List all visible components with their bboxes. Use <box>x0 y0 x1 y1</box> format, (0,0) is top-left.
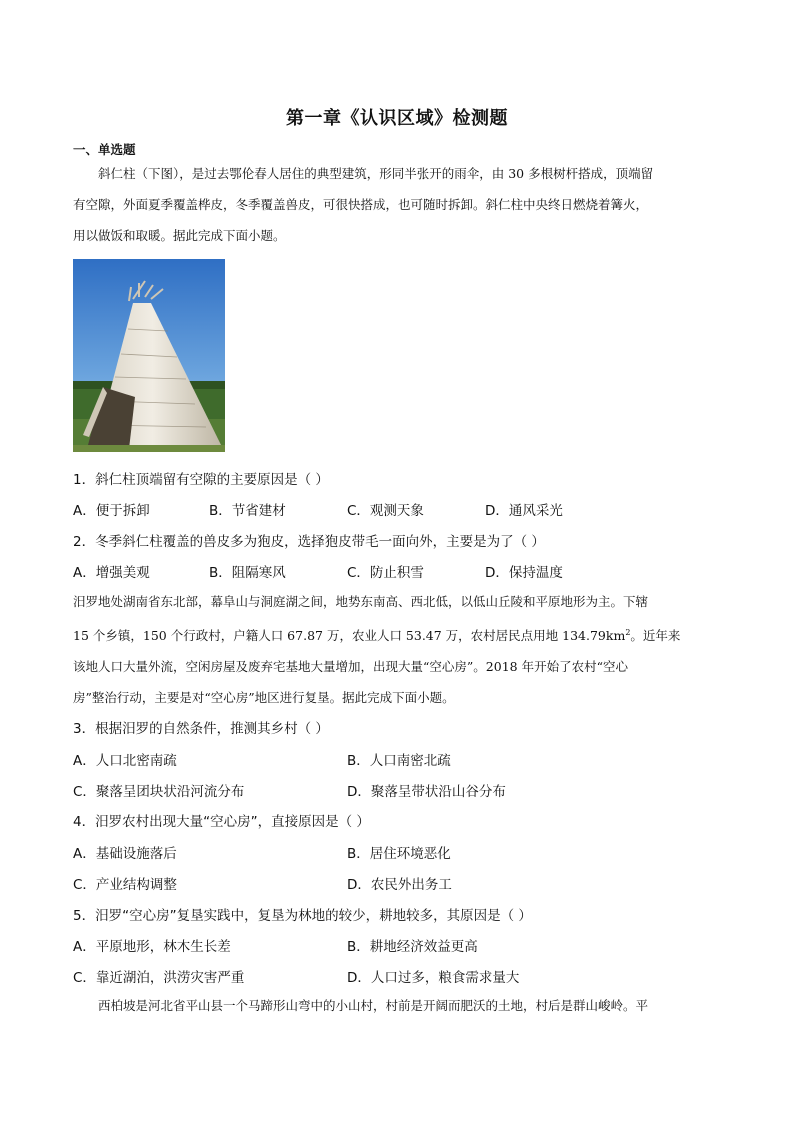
passage-3-line: 西柏坡是河北省平山县一个马蹄形山弯中的小山村，村前是开阔而肥沃的土地，村后是群山峻岭。平 <box>98 998 649 1013</box>
passage-2-text: 。近年来 <box>630 628 681 644</box>
question-1-option-a[interactable]: A．便于拆卸 <box>73 503 150 519</box>
passage-2-line: 该地人口大量外流，空闲房屋及废弃宅基地大量增加，出现大量“空心房”。2018 年开始了农村“空心 <box>73 659 628 675</box>
xierenzhu-photo <box>73 259 225 452</box>
xierenzhu-illustration <box>73 259 225 452</box>
question-5-option-d[interactable]: D．人口过多，粮食需求量大 <box>347 970 520 986</box>
passage-2-line <box>73 617 721 651</box>
question-4-option-d[interactable]: D．农民外出务工 <box>347 877 452 893</box>
question-3-option-b[interactable]: B．人口南密北疏 <box>347 753 451 769</box>
passage-1-line: 有空隙，外面夏季覆盖桦皮，冬季覆盖兽皮，可很快搭成，也可随时拆卸。斜仁柱中央终日燃烧着篝火， <box>73 197 649 212</box>
question-3-stem: 3．根据汨罗的自然条件，推测其乡村（ ） <box>73 721 329 737</box>
passage-1-line: 用以做饭和取暖。据此完成下面小题。 <box>73 228 286 243</box>
question-4-option-a[interactable]: A．基础设施落后 <box>73 846 177 862</box>
passage-1 <box>73 158 721 251</box>
question-2-option-c[interactable]: C．防止积雪 <box>347 565 424 581</box>
question-3-option-d[interactable]: D．聚落呈带状沿山谷分布 <box>347 784 506 800</box>
question-1-stem: 1．斜仁柱顶端留有空隙的主要原因是（ ） <box>73 472 329 488</box>
question-2-option-d[interactable]: D．保持温度 <box>485 565 563 581</box>
question-5-stem: 5．汨罗“空心房”复垦实践中，复垦为林地的较少，耕地较多，其原因是（ ） <box>73 908 532 924</box>
page-title: 第一章《认识区域》检测题 <box>286 108 508 129</box>
question-1-option-b[interactable]: B．节省建材 <box>209 503 286 519</box>
superscript: 2 <box>625 628 631 637</box>
question-3-option-c[interactable]: C．聚落呈团块状沿河流分布 <box>73 784 245 800</box>
passage-2-line: 汨罗地处湖南省东北部，幕阜山与洞庭湖之间，地势东南高、西北低，以低山丘陵和平原地形为主。下辖 <box>73 594 649 609</box>
question-4-stem: 4．汨罗农村出现大量“空心房”，直接原因是（ ） <box>73 814 370 830</box>
question-2-option-a[interactable]: A．增强美观 <box>73 565 150 581</box>
question-2-option-b[interactable]: B．阻隔寒风 <box>209 565 286 581</box>
question-4-option-b[interactable]: B．居住环境恶化 <box>347 846 451 862</box>
question-1-option-d[interactable]: D．通风采光 <box>485 503 563 519</box>
question-2-stem: 2．冬季斜仁柱覆盖的兽皮多为狍皮，选择狍皮带毛一面向外，主要是为了（ ） <box>73 534 545 550</box>
question-5-option-b[interactable]: B．耕地经济效益更高 <box>347 939 478 955</box>
passage-1-line: 斜仁柱（下图），是过去鄂伦春人居住的典型建筑，形同半张开的雨伞，由 30 多根树杆搭成，顶端留 <box>98 166 654 181</box>
question-1-option-c[interactable]: C．观测天象 <box>347 503 424 519</box>
question-5-option-c[interactable]: C．靠近湖泊，洪涝灾害严重 <box>73 970 245 986</box>
passage-2 <box>73 586 721 713</box>
passage-2-line: 房”整治行动，主要是对“空心房”地区进行复垦。据此完成下面小题。 <box>73 690 455 706</box>
question-5-option-a[interactable]: A．平原地形，林木生长差 <box>73 939 231 955</box>
question-3-option-a[interactable]: A．人口北密南疏 <box>73 753 177 769</box>
section-heading: 一、单选题 <box>73 142 136 157</box>
passage-2-text: 15 个乡镇，150 个行政村，户籍人口 67.87 万，农业人口 53.47 万，农村居民点用地 134.79km <box>73 628 626 644</box>
passage-3 <box>73 990 721 1021</box>
question-4-option-c[interactable]: C．产业结构调整 <box>73 877 177 893</box>
